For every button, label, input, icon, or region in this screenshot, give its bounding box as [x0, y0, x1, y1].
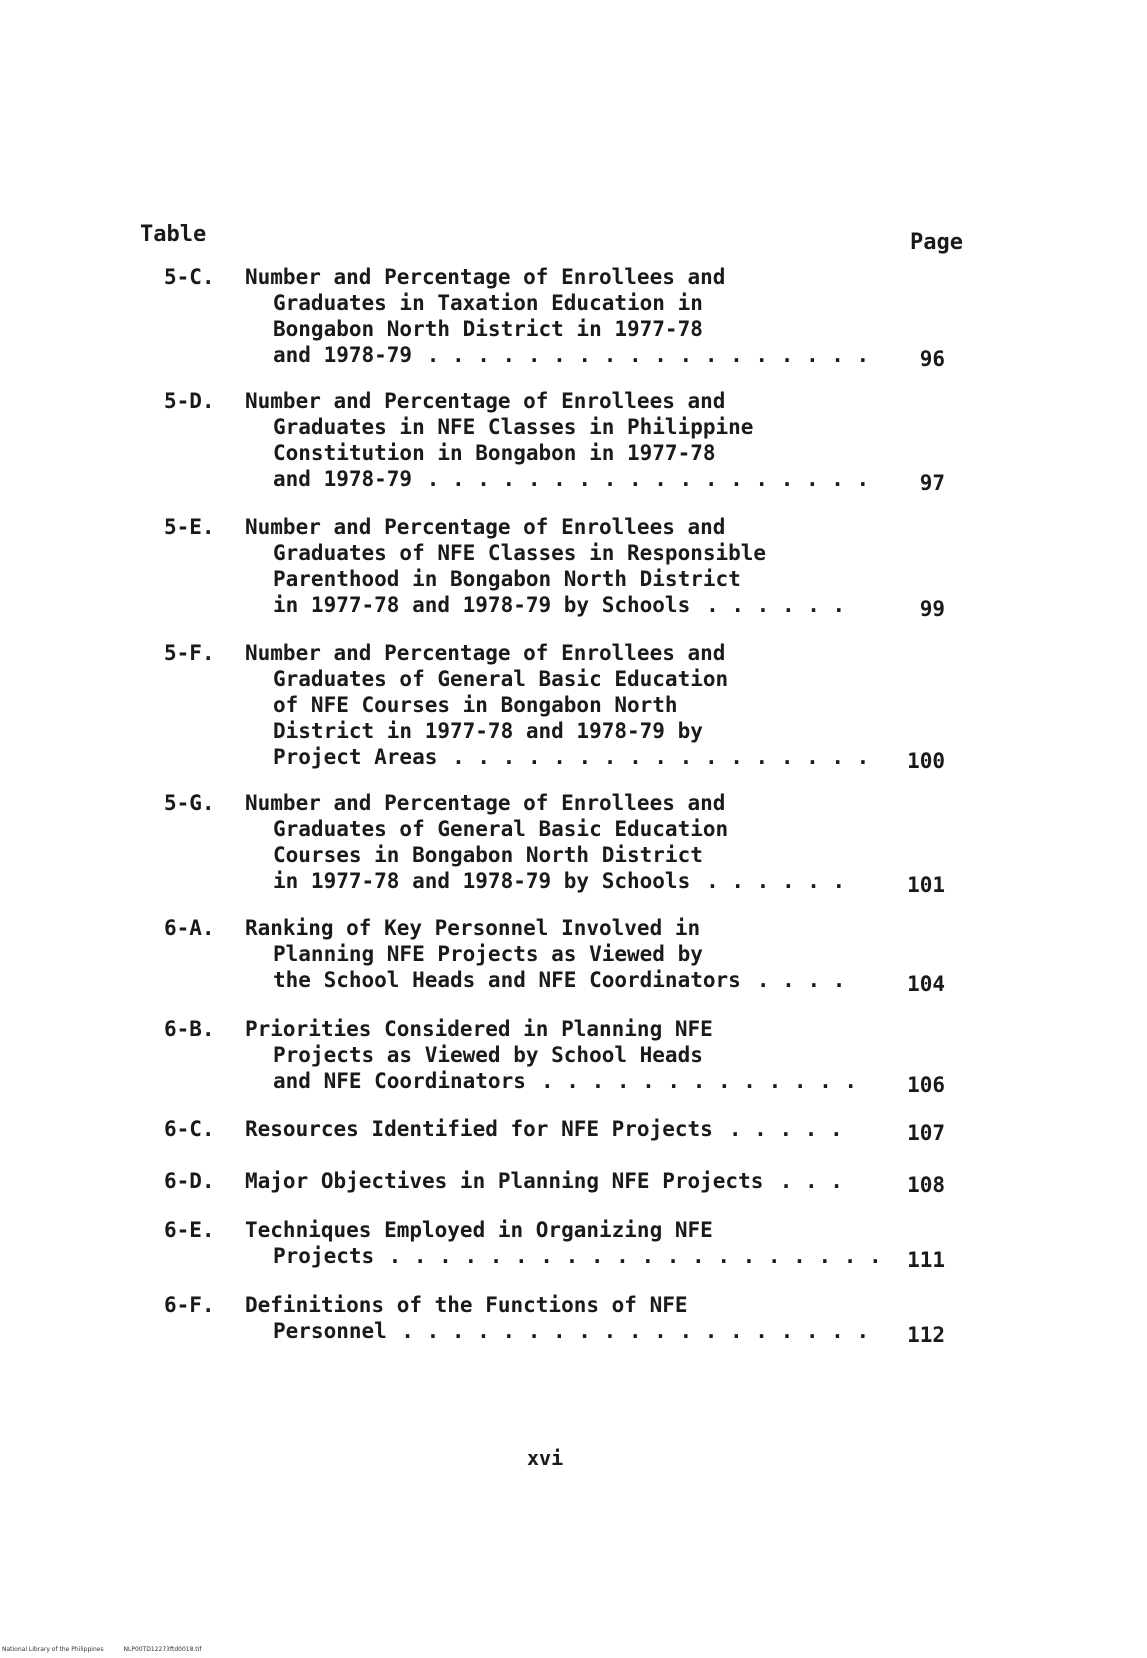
- title-line: Project Areas: [273, 745, 438, 769]
- dot-leader: . . . .: [756, 968, 846, 992]
- table-number: 6-B.: [164, 1017, 215, 1041]
- title-line: Constitution in Bongabon in 1977-78: [273, 441, 716, 465]
- list-item: [150, 1116, 970, 1145]
- title-line: Projects: [273, 1244, 375, 1268]
- table-number: 6-E.: [164, 1218, 215, 1242]
- dot-leader: . . .: [779, 1169, 843, 1193]
- table-title: [245, 915, 845, 993]
- page-column-header: Page: [910, 230, 963, 255]
- title-line: Ranking of Key Personnel Involved in: [245, 916, 701, 940]
- page-ref: 108: [907, 1173, 945, 1197]
- title-line: Graduates in Taxation Education in: [273, 291, 703, 315]
- table-title: [245, 1168, 845, 1194]
- table-number: 5-D.: [164, 389, 215, 413]
- table-number: 5-E.: [164, 515, 215, 539]
- dot-leader: . . . . . . . . . . . . . . . . . .: [426, 467, 870, 491]
- page-ref: 100: [907, 749, 945, 773]
- title-line: the School Heads and NFE Coordinators: [273, 968, 741, 992]
- title-line: Personnel: [273, 1319, 387, 1343]
- title-line: Courses in Bongabon North District: [273, 843, 703, 867]
- page-ref: 104: [907, 972, 945, 996]
- title-line: Graduates of General Basic Education: [273, 817, 729, 841]
- title-line: Number and Percentage of Enrollees and: [245, 389, 726, 413]
- dot-leader: . . . . . .: [706, 593, 846, 617]
- list-item: [150, 388, 970, 495]
- title-line: and NFE Coordinators: [273, 1069, 526, 1093]
- title-line: of NFE Courses in Bongabon North: [273, 693, 678, 717]
- list-item: [150, 915, 970, 996]
- title-line: Graduates in NFE Classes in Philippine: [273, 415, 754, 439]
- title-line: in 1977-78 and 1978-79 by Schools: [273, 869, 691, 893]
- title-line: Number and Percentage of Enrollees and: [245, 791, 726, 815]
- title-line: Planning NFE Projects as Viewed by: [273, 942, 703, 966]
- title-line: in 1977-78 and 1978-79 by Schools: [273, 593, 691, 617]
- table-number: 5-G.: [164, 791, 215, 815]
- list-item: [150, 1168, 970, 1197]
- dot-leader: . . . . . . . . . . . . . . . . . .: [426, 343, 870, 367]
- page-ref: 97: [919, 471, 945, 495]
- dot-leader: . . . . . . . . . . . . . . . . . . . .: [388, 1244, 882, 1268]
- page-ref: 107: [907, 1121, 945, 1145]
- title-line: Number and Percentage of Enrollees and: [245, 265, 726, 289]
- table-number: 6-A.: [164, 916, 215, 940]
- scan-caption: [2, 1646, 219, 1653]
- title-line: Projects as Viewed by School Heads: [273, 1043, 703, 1067]
- title-line: Techniques Employed in Organizing NFE: [245, 1218, 713, 1242]
- list-item: [150, 1016, 970, 1097]
- title-line: Resources Identified for NFE Projects: [245, 1117, 713, 1141]
- page-ref: 96: [919, 347, 945, 371]
- page-ref: 112: [907, 1323, 945, 1347]
- title-line: Parenthood in Bongabon North District: [273, 567, 741, 591]
- list-item: [150, 640, 970, 773]
- title-line: Graduates of General Basic Education: [273, 667, 729, 691]
- list-item: [150, 264, 970, 371]
- dot-leader: . . . . . . . . . . . . .: [541, 1069, 858, 1093]
- title-line: Graduates of NFE Classes in Responsible: [273, 541, 767, 565]
- list-item: [150, 514, 970, 621]
- page-ref: 111: [907, 1248, 945, 1272]
- file-caption: NLP00TD12273ftd0018.tif: [123, 1646, 202, 1653]
- table-number: 5-F.: [164, 641, 215, 665]
- dot-leader: . . . . .: [728, 1117, 843, 1141]
- table-column-header: Table: [140, 222, 207, 247]
- table-number: 6-C.: [164, 1117, 215, 1141]
- title-line: Major Objectives in Planning NFE Projects: [245, 1169, 764, 1193]
- title-line: Number and Percentage of Enrollees and: [245, 641, 726, 665]
- title-line: Priorities Considered in Planning NFE: [245, 1017, 713, 1041]
- table-number: 5-C.: [164, 265, 215, 289]
- page-ref: 101: [907, 873, 945, 897]
- dot-leader: . . . . . . . . . . . . . . . . . . .: [401, 1319, 870, 1343]
- title-line: Number and Percentage of Enrollees and: [245, 515, 726, 539]
- title-line: Bongabon North District in 1977-78: [273, 317, 703, 341]
- title-line: and 1978-79: [273, 343, 413, 367]
- title-line: and 1978-79: [273, 467, 413, 491]
- title-line: District in 1977-78 and 1978-79 by: [273, 719, 703, 743]
- page-ref: 106: [907, 1073, 945, 1097]
- list-item: [150, 790, 970, 897]
- page-number: xvi: [527, 1446, 564, 1470]
- list-item: [150, 1217, 970, 1272]
- library-caption: National Library of the Philippines: [2, 1646, 104, 1653]
- title-line: Definitions of the Functions of NFE: [245, 1293, 688, 1317]
- page-ref: 99: [919, 597, 945, 621]
- table-number: 6-D.: [164, 1169, 215, 1193]
- table-number: 6-F.: [164, 1293, 215, 1317]
- dot-leader: . . . . . . . . . . . . . . . . .: [452, 745, 870, 769]
- dot-leader: . . . . . .: [706, 869, 846, 893]
- list-item: [150, 1292, 970, 1347]
